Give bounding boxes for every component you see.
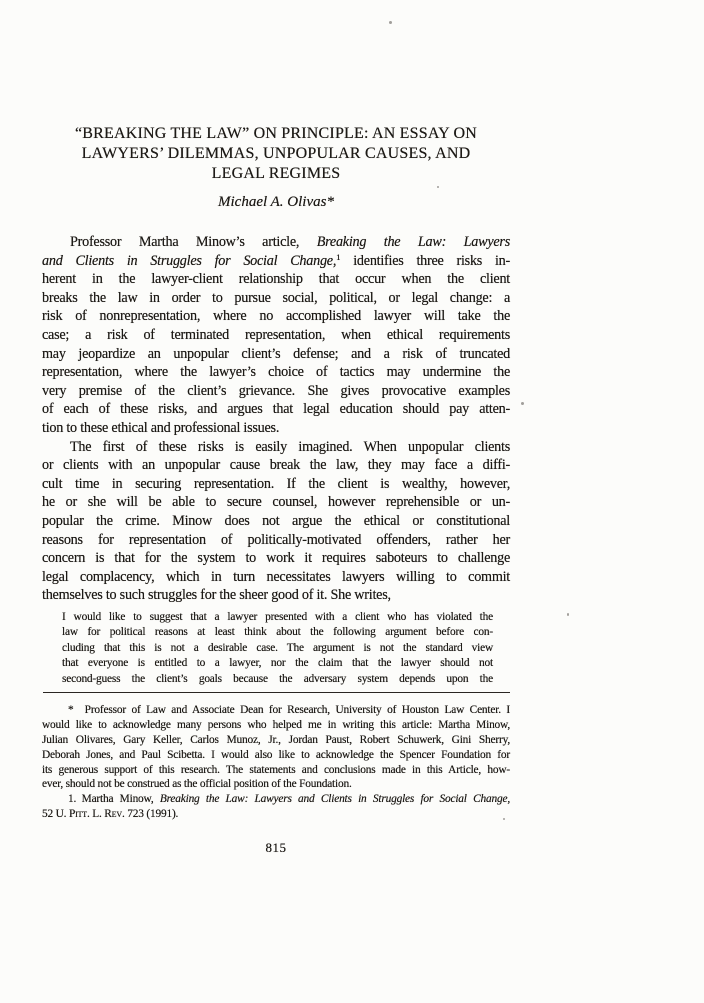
text-run: concern is that for the system to work it requires saboteurs to challenge: [42, 550, 510, 567]
text-run: risk of nonrepresentation, where no accomplished lawyer will take the: [42, 308, 510, 325]
text-line: [62, 672, 493, 687]
text-line: [42, 777, 510, 792]
text-run: herent in the lawyer-client relationship that occur when the client: [42, 271, 510, 288]
text-line: [42, 289, 510, 308]
text-line: [42, 307, 510, 326]
text-run: 1: [336, 252, 341, 263]
text-run: representation, where the lawyer’s choice of tactics may undermine the: [42, 364, 510, 381]
text-line: [42, 252, 510, 271]
text-run: * Professor of Law and Associate Dean for Research, University of Houston Law Center. I: [68, 703, 510, 716]
text-line: [42, 493, 510, 512]
text-run: cult time in securing representation. If the client is wealthy, however,: [42, 475, 510, 492]
text-run: breaks the law in order to pursue social, political, or legal change: a: [42, 289, 510, 306]
text-run: case; a risk of terminated representation, when ethical requirements: [42, 326, 510, 343]
text-line: [62, 656, 493, 671]
page-content: [42, 0, 510, 856]
text-line: [42, 763, 510, 778]
text-run: The first of these risks is easily imagined. When unpopular clients: [70, 438, 510, 455]
text-run: legal complacency, which in turn necessitates lawyers willing to commit: [42, 568, 510, 585]
text-run: popular the crime. Minow does not argue the ethical or constitutional: [42, 512, 510, 529]
text-run: Professor Martha Minow’s article,: [70, 234, 317, 250]
article-title: [42, 124, 510, 184]
text-run: or clients with an unpopular cause break the law, they may face a diffi-: [42, 457, 510, 474]
text-run: he or she will be able to secure counsel, however reprehensible or un-: [42, 494, 510, 511]
text-line: [62, 625, 493, 640]
text-run: Breaking the Law: Lawyers: [316, 234, 510, 250]
text-run: Pitt. L. Rev.: [68, 808, 125, 821]
text-line: [42, 568, 510, 587]
text-run: ever, should not be construed as the official position of the Foundation.: [42, 778, 352, 791]
text-run: 52 U.: [42, 808, 69, 821]
text-line: [62, 641, 493, 656]
text-run: of each of these risks, and argues that legal education should pay atten-: [42, 401, 510, 418]
text-line: [42, 748, 510, 763]
footnote-1: [42, 792, 510, 822]
text-run: reasons for representation of politically-motivated offenders, rather her: [42, 531, 510, 548]
text-line: [42, 549, 510, 568]
text-line: [42, 718, 510, 733]
body-paragraph-1: [42, 233, 510, 438]
text-line: [42, 270, 510, 289]
page-number: 815: [265, 840, 287, 856]
text-line: [42, 703, 510, 718]
text-run: very premise of the client’s grievance. She gives provocative examples: [42, 382, 510, 399]
author-byline: Michael A. Olivas*: [218, 194, 334, 210]
text-run: I would like to suggest that a lawyer presented with a client who has violated the: [62, 610, 493, 623]
text-run: would like to acknowledge many persons who helped me in writing this article: Martha Minow,: [42, 718, 510, 731]
text-line: [42, 233, 510, 252]
text-line: [42, 345, 510, 364]
text-line: [62, 610, 493, 625]
scan-speck: [567, 613, 569, 616]
text-run: may jeopardize an unpopular client’s defense; and a risk of truncated: [42, 345, 510, 362]
text-run: second-guess the client’s goals because the adversary system depends upon the: [62, 672, 493, 685]
text-line: [42, 807, 510, 822]
text-run: Breaking the Law: Lawyers and Clients in Struggles for Social Change,: [159, 793, 510, 806]
text-line: [42, 438, 510, 457]
body-paragraph-2: [42, 438, 510, 605]
text-run: 1. Martha Minow,: [68, 793, 160, 806]
footnote-separator-rule: [43, 692, 510, 693]
text-run: that everyone is entitled to a lawyer, nor the claim that the lawyer should not: [62, 657, 493, 670]
text-run: 723 (1991).: [124, 808, 179, 821]
scan-speck: [521, 402, 524, 405]
footnote-star: [42, 703, 510, 792]
text-run: law for political reasons at least think about the following argument before con-: [62, 626, 493, 639]
text-line: [42, 531, 510, 550]
text-line: [42, 586, 510, 605]
text-line: [42, 792, 510, 807]
text-line: [42, 475, 510, 494]
title-line-1: “BREAKING THE LAW” ON PRINCIPLE: AN ESSAY ON: [74, 125, 478, 142]
block-quote: [62, 610, 493, 687]
text-run: identifies three risks in-: [340, 252, 510, 269]
text-line: [42, 363, 510, 382]
text-run: its generous support of this research. The statements and conclusions made in this Article, how-: [42, 763, 510, 776]
text-run: and Clients in Struggles for Social Change,: [42, 252, 337, 269]
text-run: tion to these ethical and professional issues.: [42, 419, 280, 436]
text-line: [42, 326, 510, 345]
text-run: themselves to such struggles for the sheer good of it. She writes,: [42, 587, 391, 604]
text-line: [42, 400, 510, 419]
text-run: Julian Olivares, Gary Keller, Carlos Munoz, Jr., Jordan Paust, Robert Schuwerk, Gini Sherry,: [42, 733, 510, 746]
text-line: [42, 733, 510, 748]
text-run: Deborah Jones, and Paul Scibetta. I would also like to acknowledge the Spencer Foundation for: [42, 748, 510, 761]
title-line-3: LEGAL REGIMES: [211, 165, 341, 182]
text-line: [42, 419, 510, 438]
text-line: [42, 512, 510, 531]
text-line: [42, 456, 510, 475]
text-run: cluding that this is not a desirable case. The argument is not the standard view: [62, 641, 493, 654]
text-line: [42, 382, 510, 401]
title-line-2: LAWYERS’ DILEMMAS, UNPOPULAR CAUSES, AND: [81, 145, 471, 162]
